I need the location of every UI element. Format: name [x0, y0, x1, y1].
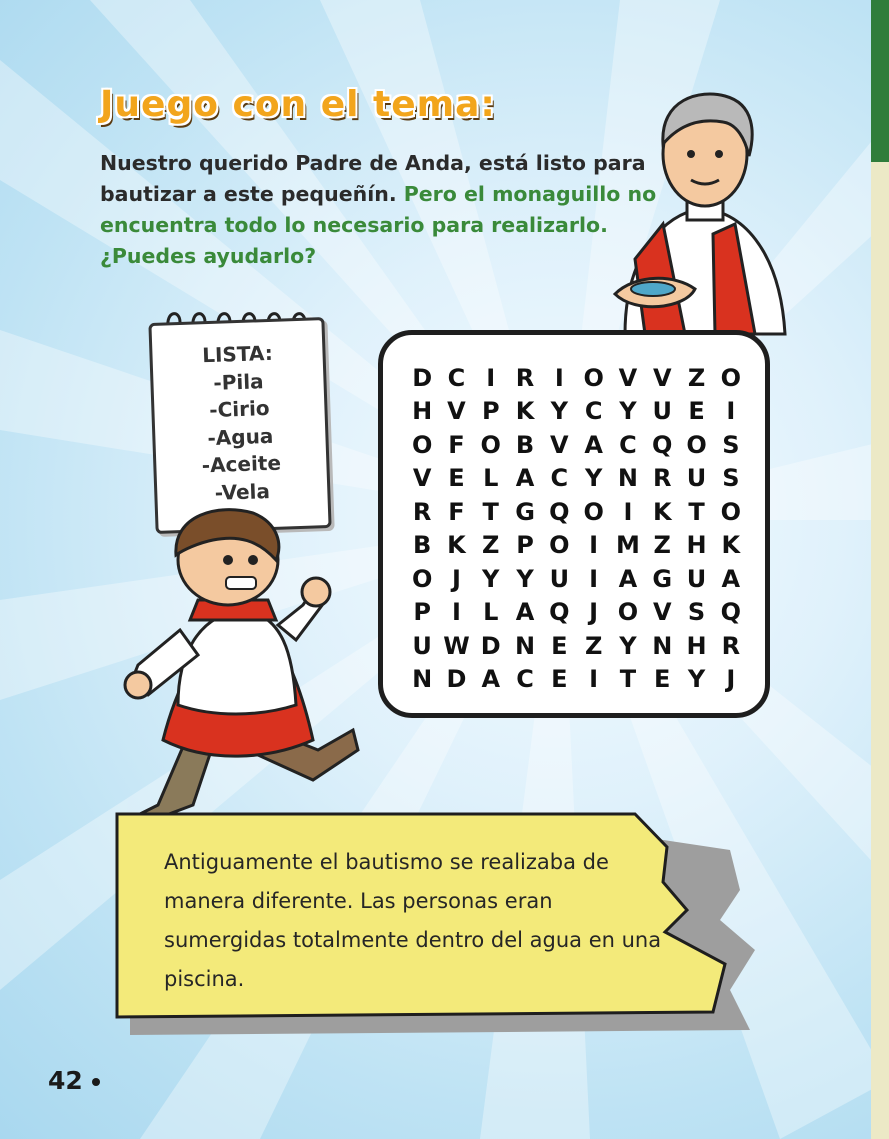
word-search-cell[interactable]: I	[589, 665, 599, 694]
word-search-cell[interactable]: O	[411, 430, 433, 459]
word-search-cell[interactable]: Y	[584, 464, 603, 493]
word-search-cell[interactable]: O	[720, 497, 742, 526]
word-search-cell[interactable]: G	[515, 497, 535, 526]
word-search-cell[interactable]: E	[654, 665, 671, 694]
intro-text	[100, 148, 660, 272]
intro-text-dark: Nuestro querido Padre de Anda, está listo para bautizar a este pequeñín.	[100, 151, 646, 206]
list-item: -Agua	[207, 423, 274, 450]
word-search-cell[interactable]: U	[686, 564, 707, 593]
word-search-cell[interactable]: U	[412, 631, 432, 660]
word-search-cell[interactable]: U	[686, 464, 707, 493]
sidebar-green-tab	[871, 0, 889, 162]
item-list	[151, 320, 327, 509]
page-number-bullet	[92, 1078, 100, 1086]
word-search-cell[interactable]: D	[446, 665, 467, 694]
word-search-cell[interactable]: E	[551, 631, 568, 660]
list-item: -Pila	[212, 368, 264, 395]
word-search-cell[interactable]: K	[447, 531, 466, 560]
list-item: -Vela	[214, 478, 271, 505]
sidebar-cream-strip	[871, 162, 889, 1139]
word-search-cell[interactable]: V	[618, 363, 638, 392]
word-search-cell[interactable]: Y	[516, 564, 534, 593]
list-item: -Aceite	[201, 450, 282, 478]
word-search-cell[interactable]: T	[482, 497, 499, 526]
page-title: Juego con el tema:	[100, 84, 496, 125]
word-search-cell[interactable]: I	[623, 497, 633, 526]
word-search-cell[interactable]: Q	[720, 598, 742, 627]
word-search-cell[interactable]: A	[481, 665, 501, 694]
word-search-cell[interactable]: J	[589, 598, 599, 627]
word-search-cell[interactable]: R	[412, 497, 432, 526]
word-search-cell[interactable]: A	[515, 598, 535, 627]
word-search-cell[interactable]: O	[583, 497, 604, 526]
list-item: -Cirio	[208, 395, 270, 423]
word-search-cell[interactable]: J	[451, 564, 461, 593]
word-search-cell[interactable]: A	[584, 430, 603, 459]
word-search-cell[interactable]: I	[451, 598, 461, 627]
word-search-grid	[405, 361, 748, 696]
word-search-cell[interactable]: R	[653, 464, 672, 493]
word-search-cell[interactable]: Y	[619, 631, 637, 660]
word-search-cell[interactable]: H	[412, 397, 433, 426]
word-search-cell[interactable]: C	[516, 665, 534, 694]
word-search-cell[interactable]: N	[652, 631, 673, 660]
word-search-cell[interactable]: O	[720, 363, 742, 392]
word-search-cell[interactable]: O	[583, 363, 604, 392]
word-search-cell[interactable]: U	[549, 564, 570, 593]
word-search-cell[interactable]: I	[589, 531, 599, 560]
word-search-cell[interactable]: H	[686, 531, 707, 560]
word-search-cell[interactable]: H	[686, 631, 707, 660]
word-search-cell[interactable]: C	[550, 464, 569, 493]
word-search-cell[interactable]: I	[554, 363, 564, 392]
word-search-cell[interactable]: Y	[550, 397, 569, 426]
word-search-cell[interactable]: G	[652, 564, 673, 593]
word-search-cell[interactable]: L	[483, 464, 499, 493]
word-search-cell[interactable]: C	[584, 397, 603, 426]
word-search-cell[interactable]: D	[412, 363, 433, 392]
word-search-cell[interactable]: R	[515, 363, 535, 392]
word-search-cell[interactable]: I	[726, 397, 736, 426]
word-search-cell[interactable]: K	[652, 497, 672, 526]
word-search-cell[interactable]: P	[481, 397, 500, 426]
word-search-cell[interactable]: Z	[482, 531, 500, 560]
word-search-cell[interactable]: O	[686, 430, 707, 459]
word-search-cell[interactable]: C	[619, 430, 637, 459]
word-search-cell[interactable]: J	[726, 665, 736, 694]
word-search-cell[interactable]: Z	[687, 363, 706, 392]
word-search-cell[interactable]: M	[616, 531, 640, 560]
word-search-cell[interactable]: Y	[482, 564, 500, 593]
word-search-cell[interactable]: A	[618, 564, 638, 593]
word-search-cell[interactable]: O	[549, 531, 570, 560]
word-search-cell[interactable]: K	[515, 397, 535, 426]
word-search-cell[interactable]: P	[413, 598, 431, 627]
word-search-cell[interactable]: I	[486, 363, 496, 392]
word-search-cell[interactable]: N	[412, 665, 433, 694]
word-search-cell[interactable]: Z	[584, 631, 603, 660]
word-search-cell[interactable]: K	[721, 531, 741, 560]
word-search-cell[interactable]: O	[480, 430, 501, 459]
word-search-cell[interactable]: V	[550, 430, 569, 459]
word-search-cell[interactable]: Y	[619, 397, 637, 426]
list-heading: LISTA:	[201, 340, 274, 368]
word-search-board	[378, 330, 770, 718]
word-search-cell[interactable]: A	[515, 464, 535, 493]
word-search-cell[interactable]: Q	[652, 430, 673, 459]
word-search-cell[interactable]: Y	[687, 665, 706, 694]
word-search-cell[interactable]: T	[688, 497, 705, 526]
word-search-cell[interactable]: Q	[549, 497, 570, 526]
word-search-cell[interactable]: N	[617, 464, 638, 493]
word-search-cell[interactable]: T	[619, 665, 637, 694]
fact-text: Antiguamente el bautismo se realizaba de manera diferente. Las personas eran sumergidas totalmente dentro del agua en una piscina.	[164, 850, 662, 991]
page-number: 42	[48, 1066, 83, 1095]
word-search-cell[interactable]: S	[687, 598, 706, 627]
word-search-cell[interactable]: V	[652, 598, 672, 627]
word-search-cell[interactable]: Q	[549, 598, 570, 627]
word-search-cell[interactable]: E	[448, 464, 465, 493]
word-search-cell[interactable]: V	[447, 397, 466, 426]
word-search-cell[interactable]: W	[443, 631, 470, 660]
word-search-cell[interactable]: V	[412, 464, 432, 493]
priest-illustration	[605, 84, 795, 344]
word-search-cell[interactable]: L	[483, 598, 499, 627]
word-search-cell[interactable]: R	[721, 631, 741, 660]
intro-text-green: Pero el monaguillo no encuentra todo lo necesario para realizarlo. ¿Puedes ayudarlo?	[100, 182, 657, 268]
word-search-cell[interactable]: S	[722, 464, 740, 493]
word-search-cell[interactable]: I	[589, 564, 599, 593]
word-search-cell[interactable]: F	[448, 430, 465, 459]
word-search-cell[interactable]: P	[516, 531, 534, 560]
word-search-cell[interactable]: V	[652, 363, 672, 392]
word-search-cell[interactable]: U	[652, 397, 672, 426]
word-search-cell[interactable]: E	[688, 397, 705, 426]
word-search-cell[interactable]: C	[447, 363, 466, 392]
word-search-cell[interactable]: Z	[653, 531, 671, 560]
word-search-cell[interactable]: A	[721, 564, 741, 593]
shopping-list-note	[148, 317, 331, 534]
altar-boy-illustration	[118, 505, 368, 820]
word-search-cell[interactable]: B	[515, 430, 535, 459]
word-search-cell[interactable]: E	[551, 665, 568, 694]
word-search-cell[interactable]: D	[480, 631, 501, 660]
word-search-cell[interactable]: B	[413, 531, 432, 560]
word-search-cell[interactable]: O	[411, 564, 433, 593]
word-search-cell[interactable]: N	[514, 631, 536, 660]
word-search-cell[interactable]: S	[722, 430, 740, 459]
word-search-cell[interactable]: F	[448, 497, 465, 526]
word-search-cell[interactable]: O	[617, 598, 639, 627]
